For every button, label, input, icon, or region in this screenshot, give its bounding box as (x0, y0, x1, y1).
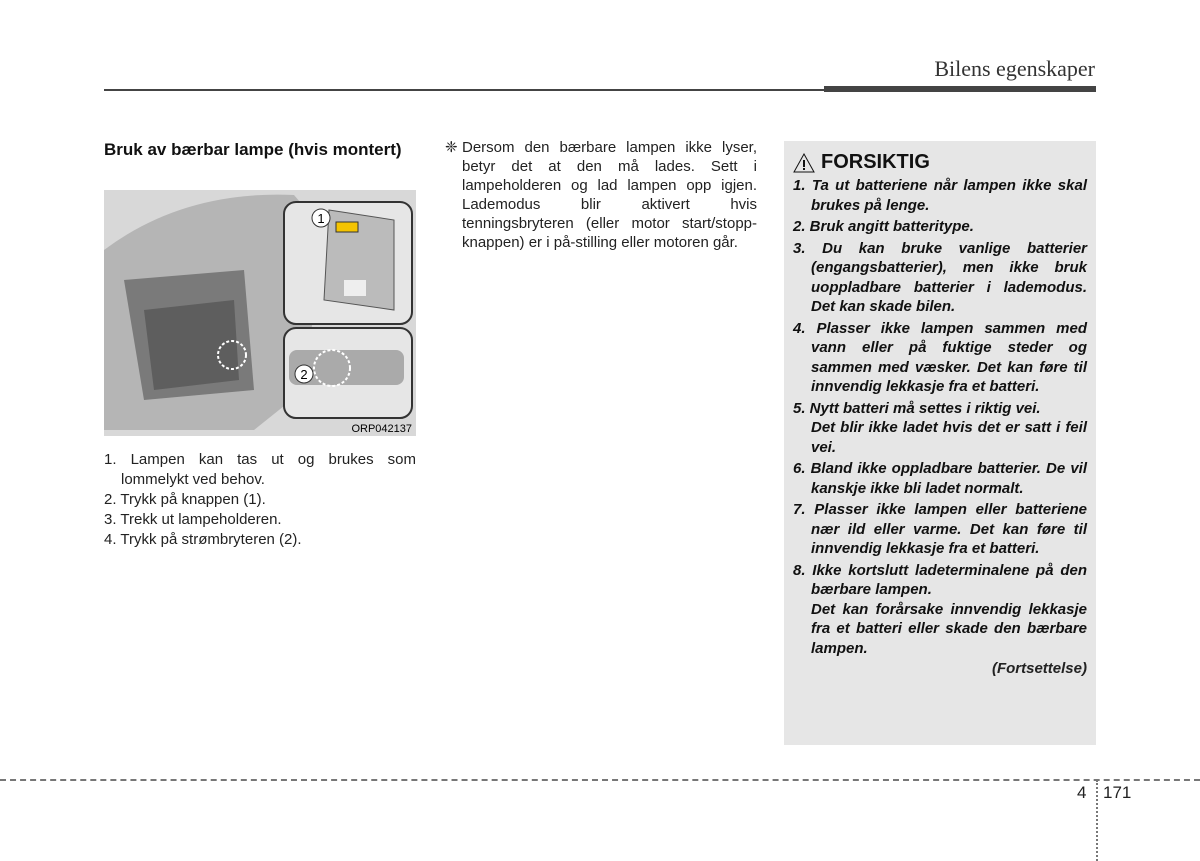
step-item: 1. Lampen kan tas ut og brukes som lommelykt ved behov. (104, 451, 416, 488)
steps-list (104, 450, 416, 550)
caution-item: 3. Du kan bruke vanlige batterier (engangsbatterier), men ikke bruk uoppladbare batterier i lademodus. Det kan skade bilen. (793, 239, 1087, 315)
caution-item: 8. Ikke kortslutt ladeterminalene på den bærbare lampen. Det kan forårsake innvendig lekkasje fra et batteri eller skade den bærbare lampen. (793, 561, 1087, 657)
page-number: 171 (1103, 783, 1132, 802)
running-header: Bilens egenskaper (934, 56, 1095, 81)
caution-item: 5. Nytt batteri må settes i riktig vei. Det blir ikke ladet hvis det er satt i feil vei. (793, 399, 1087, 456)
step-item: 2. Trykk på knappen (1). (104, 491, 266, 508)
callout-2: 2 (300, 367, 308, 382)
callout-1: 1 (317, 211, 325, 226)
warning-triangle-icon (793, 153, 815, 173)
footer-divider (1096, 780, 1098, 861)
caution-item: 4. Plasser ikke lampen sammen med vann eller på fuktige steder og sammen med væsker. Det kan føre til innvendig lekkasje fra et batteri. (793, 319, 1087, 395)
caution-item: 2. Bruk angitt batteritype. (793, 218, 974, 235)
charging-note (445, 138, 757, 252)
chapter-number: 4 (1077, 783, 1087, 802)
section-heading: Bruk av bærbar lampe (hvis montert) (104, 140, 402, 159)
step-item: 4. Trykk på strømbryteren (2). (104, 531, 302, 548)
header-rule-thick (824, 86, 1096, 92)
continued-label: (Fortsettelse) (991, 660, 1087, 677)
note-text: Dersom den bærbare lampen ikke lyser, betyr det at den må lades. Sett i lampeholderen og lad lampen opp igjen. Lademodus blir aktivert hvis tenningsbryteren (eller motor start/stopp-knappen) er i på-stilling eller motoren går. (462, 139, 757, 251)
note-mark-icon: ❈ (445, 139, 458, 156)
header-rule (104, 89, 824, 91)
caution-item: 6. Bland ikke oppladbare batterier. De vil kanskje ikke bli ladet normalt. (793, 460, 1087, 497)
figure-code: ORP042137 (351, 423, 412, 435)
caution-title: FORSIKTIG (821, 151, 930, 173)
caution-box (784, 141, 1096, 745)
footer-rule (0, 779, 1200, 781)
caution-item: 1. Ta ut batteriene når lampen ikke skal brukes på lenge. (793, 177, 1087, 214)
trunk-lamp-illustration (104, 190, 416, 436)
step-item: 3. Trekk ut lampeholderen. (104, 511, 282, 528)
caution-item: 7. Plasser ikke lampen eller batteriene nær ild eller varme. Det kan føre til innvendig lekkasje fra et batteri. (793, 501, 1087, 557)
